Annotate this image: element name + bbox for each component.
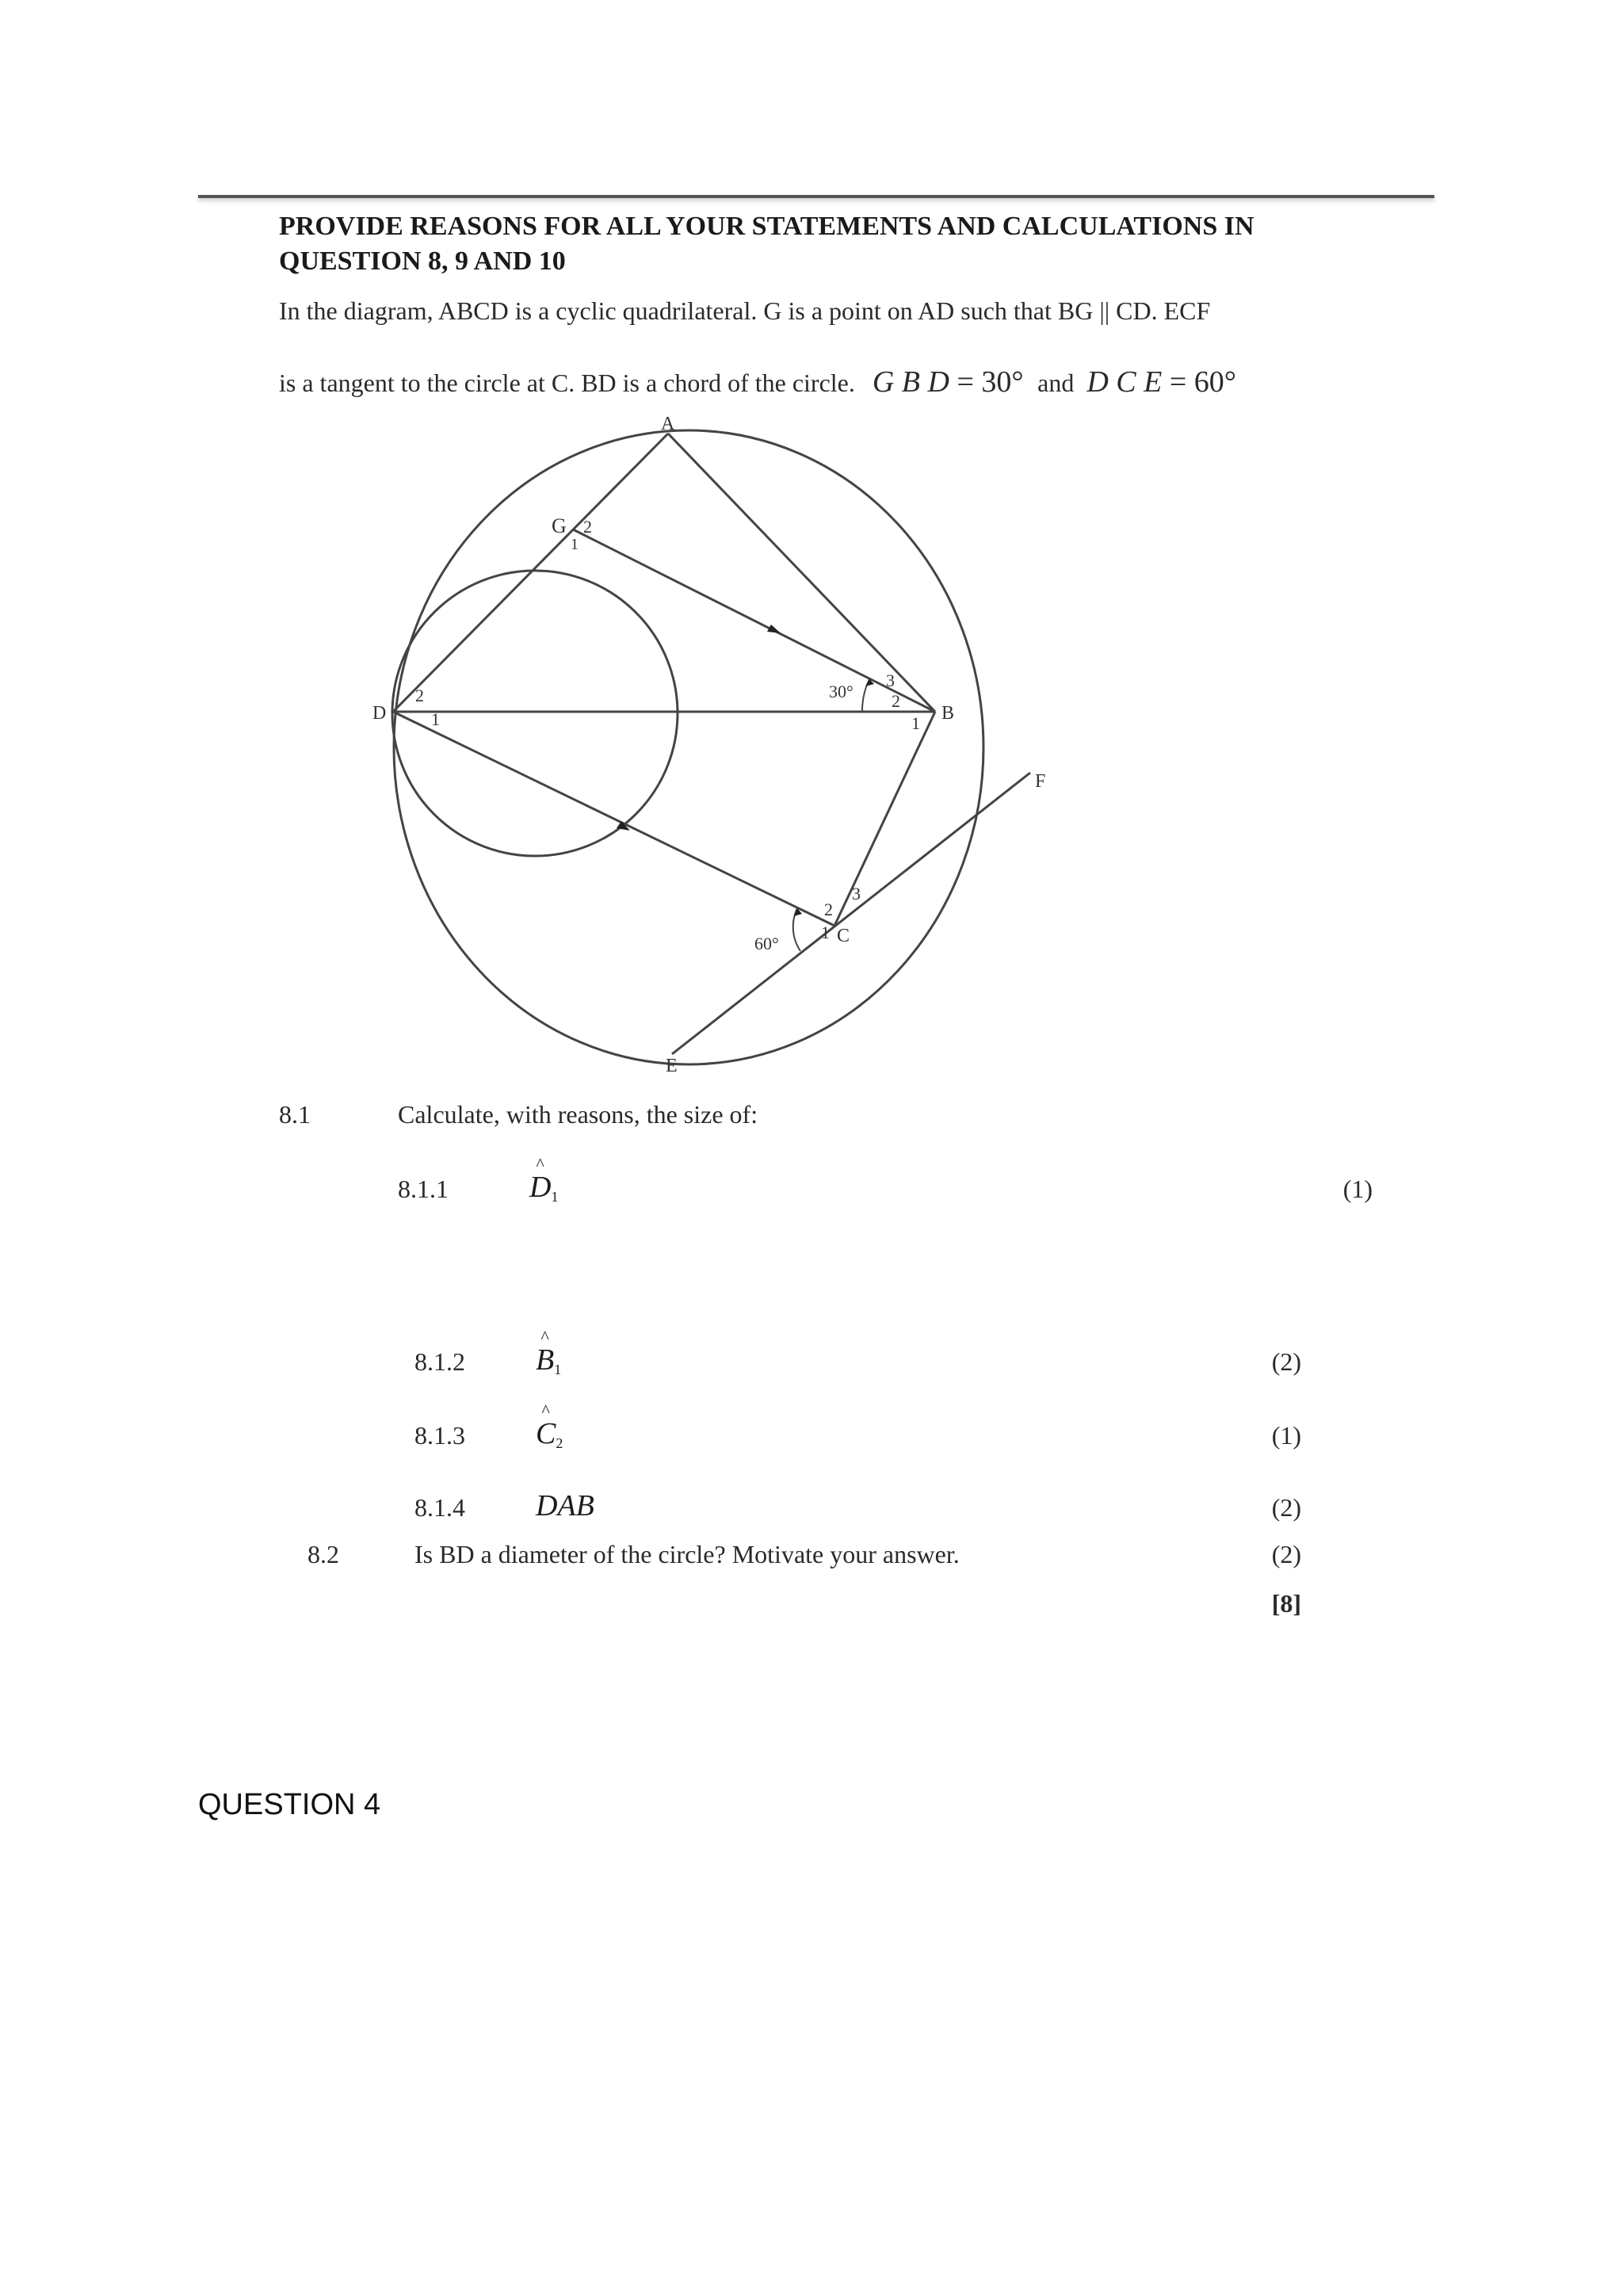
question-8-1-3-symbol	[536, 1416, 563, 1451]
line-gb	[573, 529, 935, 712]
circumcircle	[394, 430, 983, 1064]
question-8-1-4-expression: DAB	[536, 1489, 594, 1522]
question-8-1-text: Calculate, with reasons, the size of:	[398, 1100, 758, 1129]
line-bc	[834, 712, 935, 926]
label-c3: 3	[852, 884, 861, 904]
question-8-1-1-marks: (1)	[1342, 1175, 1373, 1203]
question-8-1-3-marks: (1)	[1271, 1421, 1301, 1450]
intro-line-2-text: is a tangent to the circle at C. BD is a chord of the circle.	[279, 369, 855, 397]
given-angle-gbd-rhs: = 30°	[957, 365, 1024, 399]
parallel-arrow-bg	[767, 625, 781, 633]
heading-line-1: PROVIDE REASONS FOR ALL YOUR STATEMENTS AND CALCULATIONS IN	[279, 212, 1254, 241]
symbol-subscript: 2	[556, 1435, 563, 1451]
label-g1: 1	[571, 536, 579, 553]
symbol-letter: ^ B	[536, 1343, 554, 1377]
question-8-1-1-number: 8.1.1	[398, 1175, 449, 1203]
question-8-total: [8]	[1271, 1589, 1301, 1618]
label-g: G	[552, 514, 567, 537]
intro-line-1: In the diagram, ABCD is a cyclic quadrilateral. G is a point on AD such that BG || CD. ECF	[279, 296, 1211, 325]
symbol-subscript: 1	[551, 1189, 559, 1205]
question-8-1-number: 8.1	[279, 1100, 311, 1129]
question-8-1-1-symbol	[529, 1170, 558, 1205]
label-angle-30: 30°	[829, 682, 854, 701]
line-dc	[393, 712, 834, 926]
question-8-1-3-number: 8.1.3	[414, 1421, 465, 1450]
question-8-1-4-marks: (2)	[1271, 1493, 1301, 1522]
label-d1: 1	[431, 709, 440, 729]
label-d: D	[372, 703, 387, 724]
question-8-1-2-number: 8.1.2	[414, 1347, 465, 1376]
label-c2: 2	[824, 900, 833, 919]
label-c: C	[837, 926, 850, 946]
given-angle-dce-lhs: D C E	[1086, 365, 1163, 399]
symbol-subscript: 1	[554, 1362, 562, 1377]
label-b2: 2	[892, 691, 900, 711]
label-d2: 2	[415, 686, 424, 705]
given-angle-dce-rhs: = 60°	[1169, 365, 1236, 399]
question-8-1-2-marks: (2)	[1271, 1347, 1301, 1376]
label-c1: 1	[821, 923, 830, 942]
given-angle-gbd-lhs: G B D	[872, 365, 949, 399]
label-b1: 1	[911, 713, 920, 733]
label-b3: 3	[886, 670, 895, 690]
label-f: F	[1035, 771, 1046, 792]
line-ad	[393, 434, 668, 712]
label-g2: 2	[583, 517, 592, 537]
question-8-2-text: Is BD a diameter of the circle? Motivate your answer.	[414, 1540, 960, 1568]
label-e: E	[666, 1056, 678, 1076]
question-8-1-4-number: 8.1.4	[414, 1493, 465, 1522]
question-8-1-2-symbol	[536, 1343, 561, 1377]
symbol-letter: ^ D	[529, 1170, 551, 1205]
symbol-letter: ^ C	[536, 1416, 556, 1451]
footer-question-4: QUESTION 4	[198, 1788, 381, 1821]
line-ab	[668, 434, 935, 712]
and-word: and	[1037, 369, 1075, 397]
label-a: A	[661, 414, 675, 434]
question-8-2-marks: (2)	[1271, 1540, 1301, 1568]
label-angle-60: 60°	[754, 934, 779, 953]
heading-line-2: QUESTION 8, 9 AND 10	[279, 246, 566, 276]
question-8-2-number: 8.2	[307, 1540, 339, 1568]
label-b: B	[941, 703, 955, 724]
